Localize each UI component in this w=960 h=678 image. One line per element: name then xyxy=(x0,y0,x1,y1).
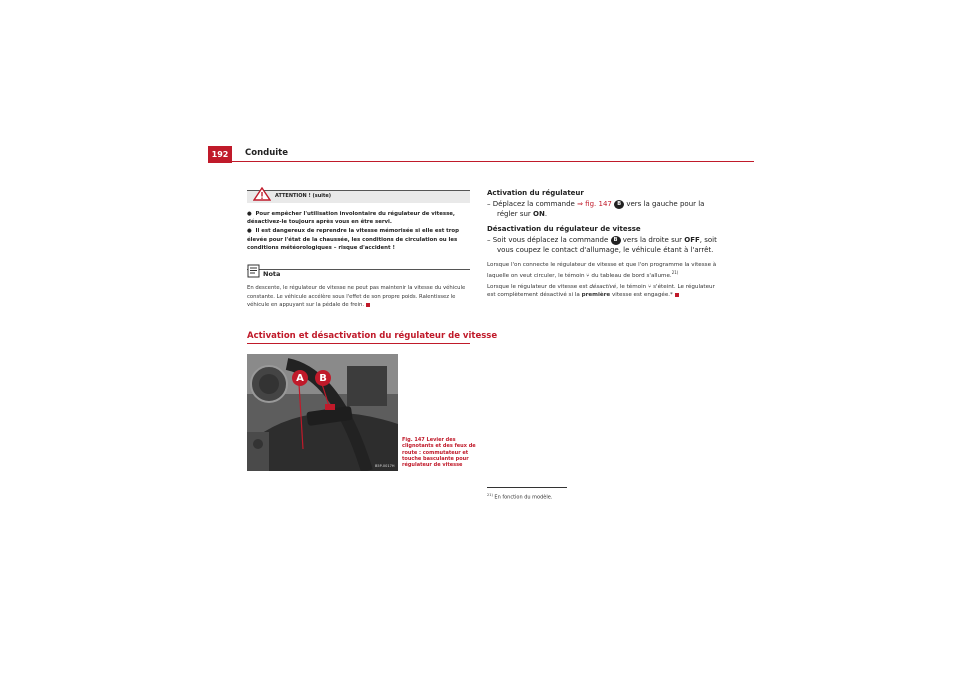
warning-triangle-icon xyxy=(253,187,271,201)
deactivation-step: – Soit vous déplacez la commande B vers la droite sur OFF, soit vous coupez le contact d'allumage, le véhicule étant à l'arrêt. xyxy=(487,236,717,254)
note-text: En descente, le régulateur de vitesse ne peut pas maintenir la vitesse du véhicule constante. Le véhicule accélère sous l'effet de son propre poids. Ralentissez le véhicule en appuyant sur la pédale de frein. xyxy=(247,285,466,308)
warning-list xyxy=(247,210,470,253)
header-divider xyxy=(208,161,754,162)
warning-box xyxy=(247,190,470,270)
right-column xyxy=(487,189,717,300)
warning-title: ATTENTION ! (suite) xyxy=(275,193,332,199)
control-b-badge: B xyxy=(614,200,624,209)
page-number: 192 xyxy=(208,146,232,163)
callout-a: A xyxy=(292,370,308,386)
footnote: $^{21)}$ En fonction du modèle. xyxy=(487,493,553,501)
activation-step: – Déplacez la commande ⇒ fig. 147 B vers la gauche pour la régler sur ON. xyxy=(487,200,705,218)
warning-item: ● Il est dangereux de reprendre la vitesse mémorisée si elle est trop élevée pour l'état de la chaussée, les conditions de circulation ou les conditions météorologiques – risque d'accident ! xyxy=(247,228,459,251)
figure-reference-link[interactable]: ⇒ fig. 147 xyxy=(577,200,612,208)
figure-photo xyxy=(247,354,398,471)
warning-item: ● Pour empêcher l'utilisation involontaire du régulateur de vitesse, désactivez-le toujours après vous en être servi. xyxy=(247,211,455,226)
section-divider xyxy=(247,343,470,344)
control-b-badge: B xyxy=(611,236,621,245)
note-title: Nota xyxy=(263,270,281,278)
note-icon xyxy=(247,264,260,278)
section-heading: Activation et désactivation du régulateur de vitesse xyxy=(247,331,498,341)
footnote-divider xyxy=(487,487,567,488)
end-marker-icon xyxy=(675,293,679,297)
deactivation-heading: Désactivation du régulateur de vitesse xyxy=(487,225,641,233)
info-paragraph-2: Lorsque le régulateur de vitesse est désactivé, le témoin ⑂ s'éteint. Le régulateur est complètement désactivé si la première vitesse est engagée.* xyxy=(487,284,715,299)
activation-heading: Activation du régulateur xyxy=(487,189,584,197)
figure-caption: Fig. 147 Levier des clignotants et des feux de route : commutateur et touche basculante pour régulateur de vitesse xyxy=(402,437,476,469)
figure-code: B5P-0017H xyxy=(375,464,395,468)
info-paragraph-1: Lorsque l'on connecte le régulateur de vitesse et que l'on programme la vitesse à laquelle on veut circuler, le témoin ⑂ du tableau de bord s'allume.$^{21)}$ xyxy=(487,262,717,280)
callout-b: B xyxy=(315,370,331,386)
chapter-title: Conduite xyxy=(245,148,289,158)
end-marker-icon xyxy=(366,303,370,307)
